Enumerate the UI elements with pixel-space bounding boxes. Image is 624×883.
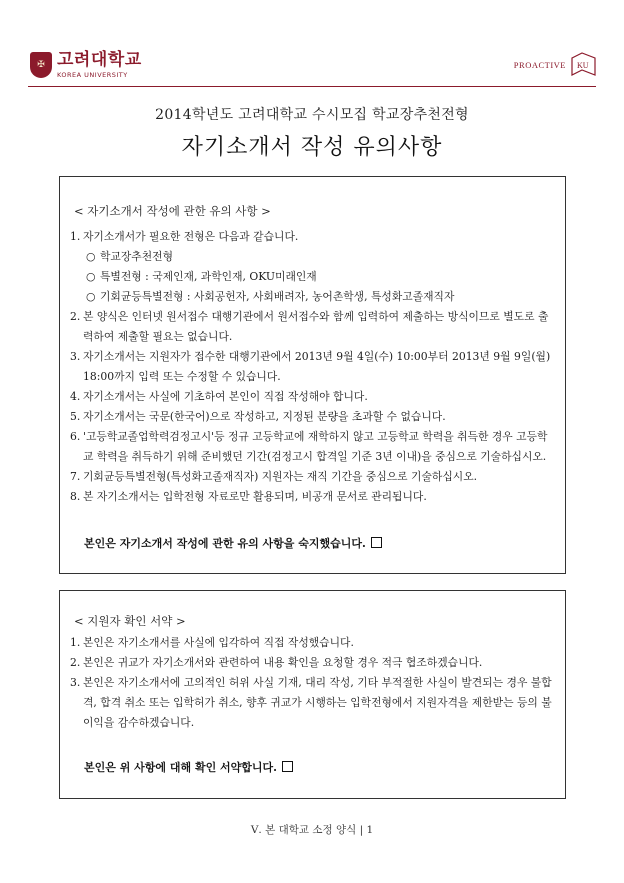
pledge-confirm-text: 본인은 위 사항에 대해 확인 서약합니다.: [84, 761, 277, 774]
korea-university-logo: [30, 52, 142, 79]
list-item: 3. 본인은 자기소개서에 고의적인 허위 사실 기재, 대리 작성, 기타 부적절한 사실이 발견되는 경우 불합격, 합격 취소 또는 입학허가 취소, 향후 귀교가 시행하는 입학전형에서 지원자격을 제한받는 등의 불이익을 감수하겠습니다.: [70, 676, 552, 729]
pledge-confirmation: [84, 759, 293, 775]
list-item: 6. '고등학교졸업학력검정고시'등 정규 고등학교에 재학하지 않고 고등학교 학력을 취득한 경우 고등학교 학력을 취득하기 위해 준비했던 기간(검정고시 합격일 기준 3년 이내)을 중심으로 기술하십시오.: [70, 430, 548, 463]
list-item: 1. 본인은 자기소개서를 사실에 입각하여 직접 작성했습니다.: [70, 636, 354, 649]
list-item: 2. 본인은 귀교가 자기소개서와 관련하여 내용 확인을 요청할 경우 적극 협조하겠습니다.: [70, 656, 483, 669]
page-title: 자기소개서 작성 유의사항: [181, 135, 443, 160]
ku-mark-text: KU: [577, 61, 589, 70]
page-header: [0, 0, 624, 96]
proactive-ku-logo: [514, 50, 598, 80]
precautions-list: [70, 227, 555, 507]
logo-korean-text: 고려대학교: [57, 50, 142, 70]
list-item: 5. 자기소개서는 국문(한국어)으로 작성하고, 지정된 분량을 초과할 수 없습니다.: [70, 410, 446, 423]
pledge-box: [59, 590, 566, 799]
circle-bullet-icon: ○: [86, 270, 96, 283]
precautions-box: [59, 176, 566, 574]
title-block: [0, 104, 624, 161]
sub-list-item: ○ 기회균등특별전형 : 사회공헌자, 사회배려자, 농어촌학생, 특성화고졸재직자: [70, 287, 555, 307]
pledge-heading: < 지원자 확인 서약 >: [74, 614, 186, 628]
page-subtitle: 2014학년도 고려대학교 수시모집 학교장추천전형: [155, 107, 469, 123]
list-item: 8. 본 자기소개서는 입학전형 자료로만 활용되며, 비공개 문서로 관리됩니다.: [70, 490, 427, 503]
pledge-checkbox[interactable]: [282, 761, 293, 772]
list-item: 3. 자기소개서는 지원자가 접수한 대행기관에서 2013년 9월 4일(수) 10:00부터 2013년 9월 9일(월) 18:00까지 입력 또는 수정할 수 있습니다.: [70, 350, 551, 383]
circle-bullet-icon: ○: [86, 250, 96, 263]
list-item: 1. 자기소개서가 필요한 전형은 다음과 같습니다.: [70, 230, 299, 243]
header-divider: [28, 86, 596, 87]
proactive-text: PROACTIVE: [513, 60, 566, 70]
list-item: 4. 자기소개서는 사실에 기초하여 본인이 직접 작성해야 합니다.: [70, 390, 368, 403]
pledge-list: [70, 633, 555, 733]
list-item: 2. 본 양식은 인터넷 원서접수 대행기관에서 원서접수와 함께 입력하여 제출하는 방식이므로 별도로 출력하여 제출할 필요는 없습니다.: [70, 310, 549, 343]
crest-icon: ✠: [30, 52, 52, 78]
page-footer: Ⅴ. 본 대학교 소정 양식 | 1: [250, 824, 374, 836]
precautions-confirm-text: 본인은 자기소개서 작성에 관한 유의 사항을 숙지했습니다.: [84, 537, 366, 550]
proactive-ku-mark-icon: [568, 50, 598, 80]
precautions-confirmation: [84, 535, 382, 551]
circle-bullet-icon: ○: [86, 290, 96, 303]
precautions-checkbox[interactable]: [371, 537, 382, 548]
sub-list-item: ○ 학교장추천전형: [70, 247, 555, 267]
list-item: 7. 기회균등특별전형(특성화고졸재직자) 지원자는 재직 기간을 중심으로 기술하십시오.: [70, 470, 478, 483]
sub-list-item: ○ 특별전형 : 국제인재, 과학인재, OKU미래인재: [70, 267, 555, 287]
logo-english-text: KOREA UNIVERSITY: [57, 71, 128, 79]
precautions-heading: < 자기소개서 작성에 관한 유의 사항 >: [74, 204, 271, 218]
